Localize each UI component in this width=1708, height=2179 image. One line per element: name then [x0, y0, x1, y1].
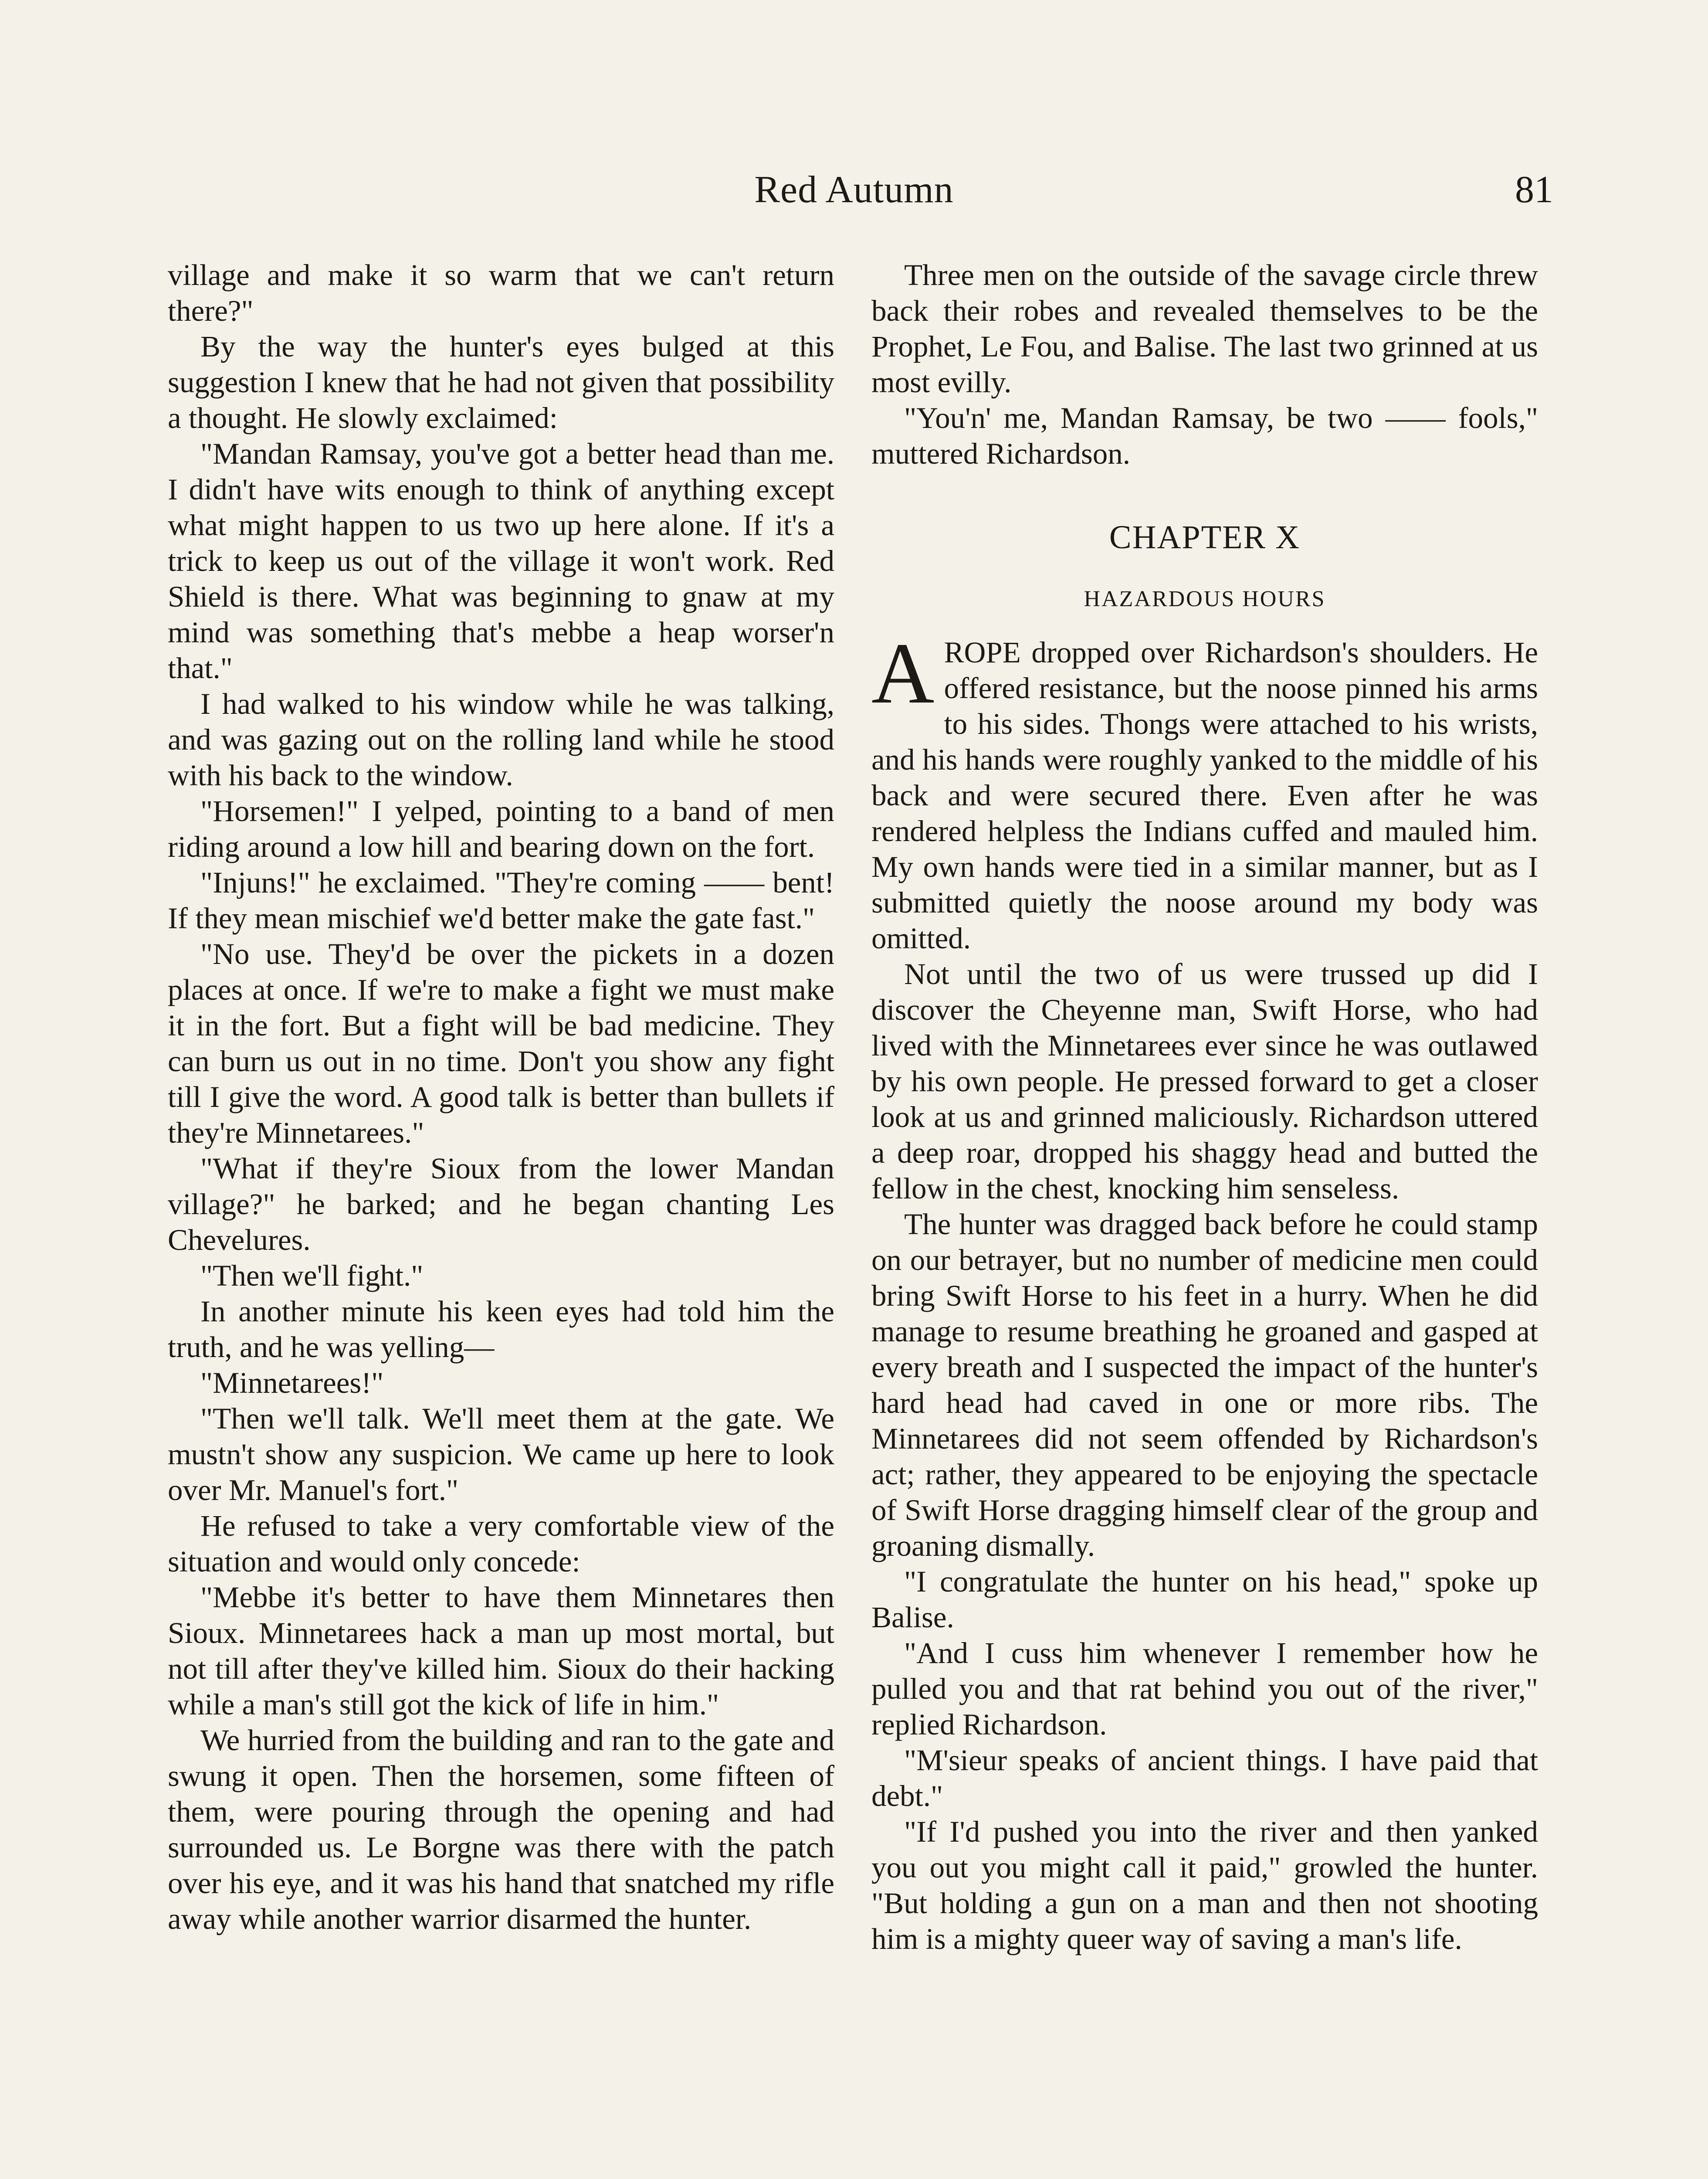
paragraph: village and make it so warm that we can't return there?"	[168, 258, 834, 327]
paragraph: "Horsemen!" I yelped, pointing to a band of men riding around a low hill and bearing down on the fort.	[168, 794, 834, 863]
left-column	[168, 257, 834, 1937]
paragraph: "You'n' me, Mandan Ramsay, be two —— fools," muttered Richardson.	[871, 401, 1538, 470]
paragraph: "I congratulate the hunter on his head," spoke up Balise.	[871, 1565, 1538, 1634]
paragraph: In another minute his keen eyes had told him the truth, and he was yelling—	[168, 1295, 834, 1364]
paragraph: We hurried from the building and ran to the gate and swung it open. Then the horsemen, some fifteen of them, were pouring through the opening and had surrounded us. Le Borgne was there with the patch over his eye, and it was his hand that snatched my rifle away while another warrior disarmed the hunter.	[168, 1724, 834, 1935]
paragraph: By the way the hunter's eyes bulged at this suggestion I knew that he had not given that possibility a thought. He slowly exclaimed:	[168, 330, 834, 434]
paragraph: "Then we'll fight."	[200, 1259, 424, 1292]
paragraph: Not until the two of us were trussed up did I discover the Cheyenne man, Swift Horse, who had lived with the Minnetarees ever since he was outlawed by his own people. He pressed forward to get a closer look at us and grinned maliciously. Richardson uttered a deep roar, dropped his shaggy head and butted the fellow in the chest, knocking him senseless.	[871, 957, 1538, 1205]
paragraph: "Mebbe it's better to have them Minnetares then Sioux. Minnetarees hack a man up most mortal, but not till after they've killed him. Sioux do their hacking while a man's still got the kick of life in him."	[168, 1581, 834, 1721]
paragraph: "Mandan Ramsay, you've got a better head than me. I didn't have wits enough to think of anything except what might happen to us two up here alone. If it's a trick to keep us out of the village it won't work. Red Shield is there. What was beginning to gnaw at my mind was something that's mebbe a heap worser'n that."	[168, 437, 834, 685]
paragraph: "Injuns!" he exclaimed. "They're coming —— bent! If they mean mischief we'd better make the gate fast."	[168, 866, 834, 935]
right-column	[871, 257, 1538, 1957]
opening-text: ROPE dropped over Richardson's shoulders. He offered resistance, but the noose pinned his arms to his sides. Thongs were attached to his wrists, and his hands were roughly yanked to the middle of his back and were secured there. Even after he was rendered helpless the Indians cuffed and mauled him. My own hands were tied in a similar manner, but as I submitted quietly the noose around my body was omitted.	[871, 636, 1538, 955]
paragraph: "M'sieur speaks of ancient things. I have paid that debt."	[871, 1744, 1538, 1812]
paragraph: Three men on the outside of the savage circle threw back their robes and revealed themselves to be the Prophet, Le Fou, and Balise. The last two grinned at us most evilly.	[871, 258, 1538, 399]
paragraph: "And I cuss him whenever I remember how he pulled you and that rat behind you out of the river," replied Richardson.	[871, 1636, 1538, 1741]
running-head-title: Red Autumn	[754, 169, 954, 211]
paragraph: "What if they're Sioux from the lower Mandan village?" he barked; and he began chanting Les Chevelures.	[168, 1152, 834, 1256]
paragraph: I had walked to his window while he was talking, and was gazing out on the rolling land while he stood with his back to the window.	[168, 687, 834, 792]
paragraph: He refused to take a very comfortable view of the situation and would only concede:	[168, 1509, 834, 1578]
paragraph: "Then we'll talk. We'll meet them at the gate. We mustn't show any suspicion. We came up here to look over Mr. Manuel's fort."	[168, 1402, 834, 1507]
page-number: 81	[1515, 169, 1553, 211]
chapter-opening-paragraph	[871, 625, 1538, 956]
chapter-title: CHAPTER X	[1109, 519, 1301, 556]
paragraph: "No use. They'd be over the pickets in a dozen places at once. If we're to make a fight we must make it in the fort. But a fight will be bad medicine. They can burn us out in no time. Don't you show any fight till I give the word. A good talk is better than bullets if they're Minnetarees."	[168, 937, 834, 1149]
drop-cap: A	[871, 625, 935, 722]
chapter-subtitle: HAZARDOUS HOURS	[1084, 587, 1326, 611]
paragraph: "If I'd pushed you into the river and then yanked you out you might call it paid," growled the hunter. "But holding a gun on a man and then not shooting him is a mighty queer way of saving a man's life.	[871, 1815, 1538, 1955]
paragraph: The hunter was dragged back before he could stamp on our betrayer, but no number of medicine men could bring Swift Horse to his feet in a hurry. When he did manage to resume breathing he groaned and gasped at every breath and I suspected the impact of the hunter's hard head had caved in one or more ribs. The Minnetarees did not seem offended by Richardson's act; rather, they appeared to be enjoying the spectacle of Swift Horse dragging himself clear of the group and groaning dismally.	[871, 1208, 1538, 1562]
paragraph: "Minnetarees!"	[200, 1366, 384, 1399]
